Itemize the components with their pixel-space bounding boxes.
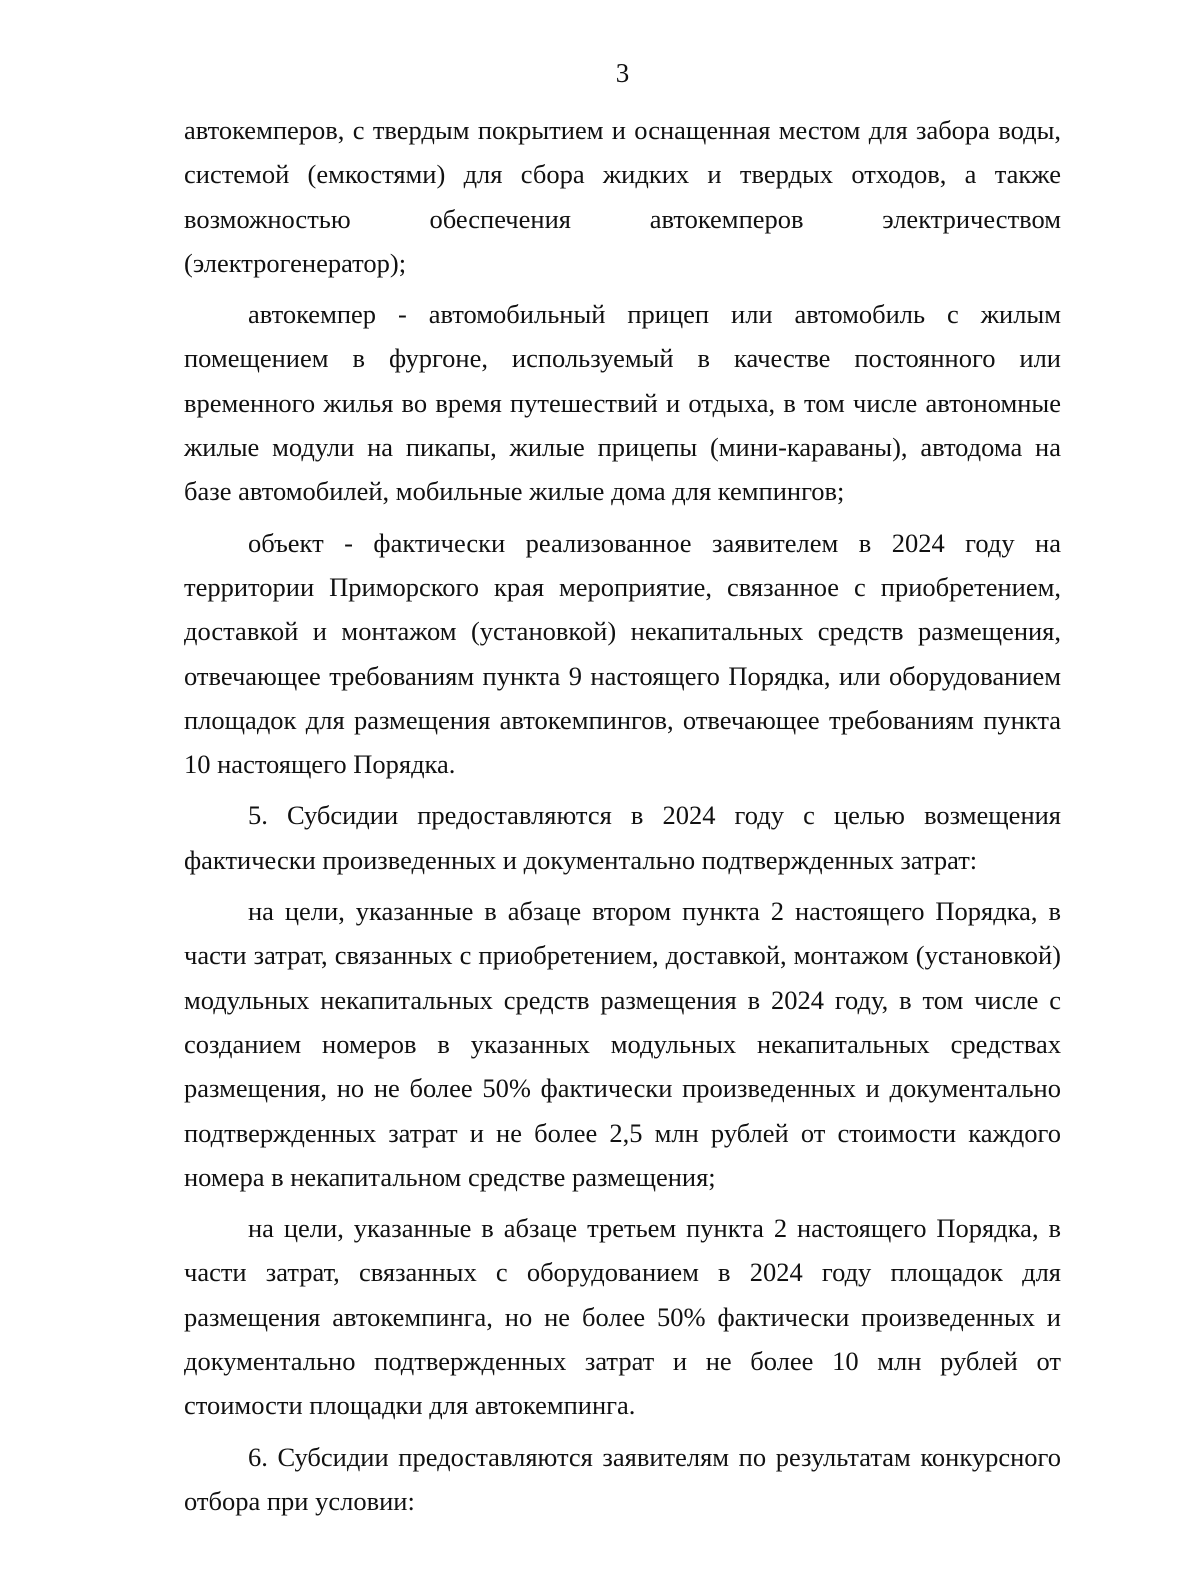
paragraph-definition-continuation: автокемперов, с твердым покрытием и оснащенная местом для забора воды, системой (емкостями) для сбора жидких и твердых отходов, а также возможностью обеспечения автокемперов электричеством (электрогенератор); <box>184 115 1061 278</box>
document-body <box>184 108 1061 1530</box>
paragraph-definition-object: объект - фактически реализованное заявителем в 2024 году на территории Приморского края мероприятие, связанное с приобретением, доставкой и монтажом (установкой) некапитальных средств размещения, отвечающее требованиям пункта 9 настоящего Порядка, или оборудованием площадок для размещения автокемпингов, отвечающее требованиям пункта 10 настоящего Порядка. <box>184 527 1061 780</box>
paragraph-definition-autocamper: автокемпер - автомобильный прицеп или автомобиль с жилым помещением в фургоне, используемый в качестве постоянного или временного жилья во время путешествий и отдыха, в том числе автономные жилые модули на пикапы, жилые прицепы (мини-караваны), автодома на базе автомобилей, мобильные жилые дома для кемпингов; <box>184 299 1061 507</box>
paragraph-item-6: 6. Субсидии предоставляются заявителям по результатам конкурсного отбора при условии: <box>184 1441 1061 1516</box>
page-number: 3 <box>615 58 630 88</box>
paragraph-item-5-purpose-1: на цели, указанные в абзаце втором пункта 2 настоящего Порядка, в части затрат, связанных с приобретением, доставкой, монтажом (установкой) модульных некапитальных средств размещения в 2024 году, в том числе с созданием номеров в указанных модульных некапитальных средствах размещения, но не более 50% фактически произведенных и документально подтвержденных затрат и не более 2,5 млн рублей от стоимости каждого номера в некапитальном средстве размещения; <box>184 896 1061 1192</box>
paragraph-item-5: 5. Субсидии предоставляются в 2024 году с целью возмещения фактически произведенных и документально подтвержденных затрат: <box>184 800 1061 875</box>
paragraph-item-5-purpose-2: на цели, указанные в абзаце третьем пункта 2 настоящего Порядка, в части затрат, связанных с оборудованием в 2024 году площадок для размещения автокемпинга, но не более 50% фактически произведенных и документально подтвержденных затрат и не более 10 млн рублей от стоимости площадки для автокемпинга. <box>184 1213 1061 1421</box>
